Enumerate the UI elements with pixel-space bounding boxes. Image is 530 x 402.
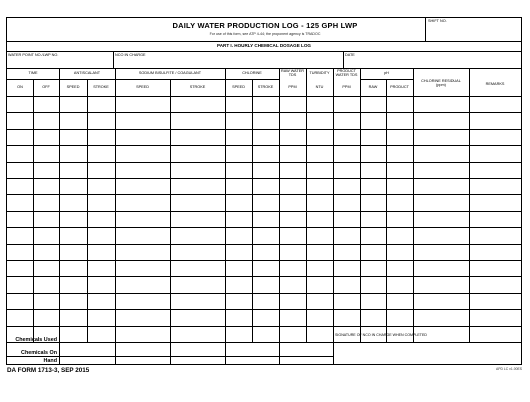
log-cell[interactable]	[171, 310, 224, 324]
log-cell[interactable]	[34, 113, 58, 127]
log-cell[interactable]	[88, 327, 114, 341]
log-cell[interactable]	[60, 261, 86, 275]
log-cell[interactable]	[253, 179, 278, 193]
log-cell[interactable]	[361, 228, 385, 242]
log-cell[interactable]	[116, 130, 169, 144]
header-col-rule	[360, 68, 361, 96]
header-col-rule	[225, 68, 226, 96]
chlorine-residual-header: CHLORINE RESIDUAL (ppm)	[421, 79, 461, 87]
log-cell[interactable]	[470, 113, 520, 127]
log-cell[interactable]	[280, 294, 305, 308]
log-cell[interactable]	[253, 97, 278, 111]
log-cell[interactable]	[387, 245, 412, 259]
log-cell[interactable]	[88, 245, 114, 259]
log-cell[interactable]	[334, 130, 359, 144]
log-cell[interactable]	[226, 146, 251, 160]
log-cell[interactable]	[34, 310, 58, 324]
log-cell[interactable]	[414, 130, 468, 144]
log-cell[interactable]	[88, 261, 114, 275]
log-cell[interactable]	[253, 245, 278, 259]
part-title: PART I. HOURLY CHEMICAL DOSAGE LOG	[216, 43, 311, 48]
rule	[7, 79, 279, 80]
log-cell[interactable]	[387, 97, 412, 111]
log-cell[interactable]	[334, 212, 359, 226]
log-cell[interactable]	[280, 195, 305, 209]
water-point-field[interactable]	[8, 58, 112, 68]
log-cell[interactable]	[34, 228, 58, 242]
water-point-label: WATER POINT NO./LWP NO.	[8, 53, 59, 57]
header-col-rule	[115, 68, 116, 96]
log-cell[interactable]	[88, 277, 114, 291]
log-cell[interactable]	[8, 163, 32, 177]
subheader-col-rule	[252, 79, 253, 96]
antiscalant-header: ANTISCALANT	[73, 71, 101, 75]
log-cell[interactable]	[470, 130, 520, 144]
header-col-rule	[469, 68, 470, 96]
chemicals-on-hand-label: Chemicals On Hand	[21, 350, 57, 364]
header-col-rule	[279, 68, 280, 96]
form-subtitle: For use of this form, see ATP 4-44; the proponent agency is TRADOC	[209, 32, 321, 36]
log-cell[interactable]	[361, 163, 385, 177]
log-cell[interactable]	[116, 228, 169, 242]
log-cell[interactable]	[307, 228, 332, 242]
log-cell[interactable]	[307, 130, 332, 144]
log-cell[interactable]	[253, 310, 278, 324]
log-cell[interactable]	[60, 97, 86, 111]
log-cell[interactable]	[116, 163, 169, 177]
log-cell[interactable]	[60, 310, 86, 324]
log-cell[interactable]	[88, 146, 114, 160]
chemicals-used-label: Chemicals Used	[15, 337, 57, 343]
log-cell[interactable]	[334, 97, 359, 111]
log-cell[interactable]	[334, 179, 359, 193]
anti-speed-subheader: SPEED	[66, 85, 80, 89]
log-cell[interactable]	[414, 294, 468, 308]
log-cell[interactable]	[334, 277, 359, 291]
log-cell[interactable]	[116, 212, 169, 226]
log-cell[interactable]	[361, 245, 385, 259]
signature-field[interactable]	[335, 340, 519, 362]
turbidity-header: TURBIDITY	[309, 71, 330, 75]
log-cell[interactable]	[34, 179, 58, 193]
footer-col-rule	[333, 342, 334, 364]
log-cell[interactable]	[171, 277, 224, 291]
log-cell[interactable]	[334, 146, 359, 160]
log-cell[interactable]	[361, 130, 385, 144]
log-cell[interactable]	[253, 294, 278, 308]
log-cell[interactable]	[116, 97, 169, 111]
subheader-col-rule	[87, 79, 88, 96]
log-cell[interactable]	[8, 113, 32, 127]
log-cell[interactable]	[334, 113, 359, 127]
log-cell[interactable]	[116, 146, 169, 160]
apd-version: APD LC v1.00ES	[495, 367, 522, 371]
rule	[343, 51, 344, 68]
log-cell[interactable]	[334, 195, 359, 209]
log-cell[interactable]	[60, 179, 86, 193]
log-cell[interactable]	[88, 294, 114, 308]
log-cell[interactable]	[171, 195, 224, 209]
log-cell[interactable]	[387, 294, 412, 308]
log-cell[interactable]	[8, 130, 32, 144]
log-cell[interactable]	[253, 163, 278, 177]
log-cell[interactable]	[253, 277, 278, 291]
log-cell[interactable]	[226, 228, 251, 242]
log-cell[interactable]	[307, 163, 332, 177]
log-cell[interactable]	[470, 294, 520, 308]
log-cell[interactable]	[387, 261, 412, 275]
footer-col-rule	[115, 342, 116, 364]
log-cell[interactable]	[280, 146, 305, 160]
log-cell[interactable]	[470, 228, 520, 242]
log-cell[interactable]	[470, 146, 520, 160]
log-cell[interactable]	[116, 179, 169, 193]
log-cell[interactable]	[387, 228, 412, 242]
subheader-col-rule	[170, 79, 171, 96]
header-col-rule	[333, 68, 334, 96]
log-cell[interactable]	[470, 179, 520, 193]
log-cell[interactable]	[60, 245, 86, 259]
log-cell[interactable]	[60, 195, 86, 209]
log-cell[interactable]	[88, 113, 114, 127]
log-cell[interactable]	[387, 212, 412, 226]
log-cell[interactable]	[34, 294, 58, 308]
log-cell[interactable]	[334, 245, 359, 259]
log-cell[interactable]	[34, 261, 58, 275]
nco-field[interactable]	[115, 58, 341, 68]
log-cell[interactable]	[88, 195, 114, 209]
log-cell[interactable]	[387, 113, 412, 127]
log-cell[interactable]	[8, 245, 32, 259]
time-header: TIME	[28, 71, 38, 75]
log-cell[interactable]	[307, 97, 332, 111]
log-cell[interactable]	[171, 228, 224, 242]
log-cell[interactable]	[8, 294, 32, 308]
log-cell[interactable]	[34, 163, 58, 177]
log-cell[interactable]	[414, 97, 468, 111]
date-label: DATE	[345, 53, 355, 57]
log-cell[interactable]	[280, 261, 305, 275]
log-cell[interactable]	[387, 277, 412, 291]
log-cell[interactable]	[116, 261, 169, 275]
log-cell[interactable]	[60, 146, 86, 160]
log-cell[interactable]	[361, 310, 385, 324]
anti-stroke-subheader: STROKE	[93, 85, 109, 89]
log-cell[interactable]	[307, 179, 332, 193]
subheader-col-rule	[386, 79, 387, 96]
log-cell[interactable]	[253, 113, 278, 127]
log-cell[interactable]	[307, 195, 332, 209]
log-cell[interactable]	[334, 261, 359, 275]
log-cell[interactable]	[116, 195, 169, 209]
log-cell[interactable]	[171, 179, 224, 193]
log-cell[interactable]	[361, 146, 385, 160]
log-cell[interactable]	[88, 212, 114, 226]
log-cell[interactable]	[60, 294, 86, 308]
footer-col-rule	[59, 342, 60, 364]
log-cell[interactable]	[280, 163, 305, 177]
log-cell[interactable]	[88, 228, 114, 242]
log-cell[interactable]	[307, 277, 332, 291]
log-cell[interactable]	[280, 310, 305, 324]
log-cell[interactable]	[280, 277, 305, 291]
log-cell[interactable]	[226, 113, 251, 127]
log-cell[interactable]	[34, 277, 58, 291]
log-cell[interactable]	[60, 113, 86, 127]
header-col-rule	[413, 68, 414, 96]
rule	[7, 51, 521, 52]
sodium-header: SODIUM BISULFITE / COAGULANT	[138, 71, 202, 75]
shift-no-label: SHIFT NO.	[428, 19, 447, 23]
log-cell[interactable]	[8, 310, 32, 324]
shift-no-field[interactable]	[428, 24, 520, 40]
log-cell[interactable]	[88, 310, 114, 324]
log-cell[interactable]	[414, 113, 468, 127]
log-cell[interactable]	[253, 327, 278, 341]
log-cell[interactable]	[280, 228, 305, 242]
log-cell[interactable]	[116, 327, 169, 341]
log-cell[interactable]	[307, 245, 332, 259]
log-cell[interactable]	[280, 327, 305, 341]
log-cell[interactable]	[307, 327, 332, 341]
log-cell[interactable]	[60, 327, 86, 341]
log-cell[interactable]	[34, 97, 58, 111]
ppm-subheader: PPM	[288, 85, 297, 89]
log-cell[interactable]	[226, 195, 251, 209]
log-cell[interactable]	[8, 179, 32, 193]
log-cell[interactable]	[116, 294, 169, 308]
log-cell[interactable]	[307, 310, 332, 324]
log-cell[interactable]	[34, 130, 58, 144]
log-cell[interactable]	[60, 163, 86, 177]
form-title: DAILY WATER PRODUCTION LOG - 125 GPH LWP	[172, 21, 358, 30]
log-cell[interactable]	[34, 245, 58, 259]
ntu-subheader: NTU	[315, 85, 324, 89]
log-cell[interactable]	[387, 163, 412, 177]
log-cell[interactable]	[226, 179, 251, 193]
log-cell[interactable]	[116, 277, 169, 291]
log-cell[interactable]	[280, 245, 305, 259]
log-cell[interactable]	[470, 212, 520, 226]
rule	[7, 41, 521, 42]
log-cell[interactable]	[280, 113, 305, 127]
product-tds-header: PRODUCT WATER TDS	[335, 69, 358, 77]
off-subheader: OFF	[42, 85, 50, 89]
log-cell[interactable]	[88, 163, 114, 177]
log-cell[interactable]	[414, 179, 468, 193]
log-cell[interactable]	[470, 163, 520, 177]
log-cell[interactable]	[88, 130, 114, 144]
log-cell[interactable]	[60, 130, 86, 144]
footer-col-rule	[170, 342, 171, 364]
log-cell[interactable]	[470, 245, 520, 259]
log-cell[interactable]	[334, 163, 359, 177]
log-cell[interactable]	[226, 163, 251, 177]
log-cell[interactable]	[226, 277, 251, 291]
log-cell[interactable]	[34, 195, 58, 209]
log-cell[interactable]	[307, 261, 332, 275]
log-cell[interactable]	[280, 97, 305, 111]
log-cell[interactable]	[334, 310, 359, 324]
raw-subheader: RAW	[368, 85, 378, 89]
header-col-rule	[59, 68, 60, 96]
log-cell[interactable]	[34, 212, 58, 226]
subheader-col-rule	[33, 79, 34, 96]
log-cell[interactable]	[470, 261, 520, 275]
chl-speed-subheader: SPEED	[232, 85, 245, 89]
on-subheader: ON	[17, 85, 23, 89]
form-frame	[6, 17, 522, 365]
log-cell[interactable]	[361, 195, 385, 209]
rule	[113, 51, 114, 68]
log-cell[interactable]	[361, 277, 385, 291]
log-cell[interactable]	[116, 245, 169, 259]
log-cell[interactable]	[414, 228, 468, 242]
nco-label: NCO IN CHARGE	[115, 53, 146, 57]
log-cell[interactable]	[171, 245, 224, 259]
log-cell[interactable]	[8, 212, 32, 226]
footer-col-rule	[279, 342, 280, 364]
log-cell[interactable]	[171, 261, 224, 275]
log-cell[interactable]	[253, 130, 278, 144]
log-cell[interactable]	[280, 212, 305, 226]
log-cell[interactable]	[171, 294, 224, 308]
log-cell[interactable]	[226, 310, 251, 324]
log-cell[interactable]	[334, 228, 359, 242]
ph-header: pH	[384, 71, 389, 75]
log-cell[interactable]	[307, 294, 332, 308]
log-cell[interactable]	[280, 130, 305, 144]
log-cell[interactable]	[414, 310, 468, 324]
log-cell[interactable]	[414, 245, 468, 259]
log-cell[interactable]	[470, 195, 520, 209]
log-cell[interactable]	[470, 310, 520, 324]
sod-stroke-subheader: STROKE	[189, 85, 206, 89]
product-subheader: PRODUCT	[390, 85, 409, 89]
log-cell[interactable]	[60, 277, 86, 291]
log-cell[interactable]	[88, 97, 114, 111]
ppm2-subheader: PPM	[342, 85, 351, 89]
log-cell[interactable]	[334, 294, 359, 308]
log-cell[interactable]	[361, 212, 385, 226]
log-cell[interactable]	[171, 212, 224, 226]
log-cell[interactable]	[387, 146, 412, 160]
log-cell[interactable]	[253, 195, 278, 209]
log-cell[interactable]	[470, 327, 520, 341]
log-cell[interactable]	[387, 310, 412, 324]
log-cell[interactable]	[60, 212, 86, 226]
log-cell[interactable]	[470, 97, 520, 111]
log-cell[interactable]	[414, 277, 468, 291]
remarks-header: REMARKS	[485, 82, 505, 86]
chl-stroke-subheader: STROKE	[257, 85, 274, 89]
shift-divider	[425, 18, 426, 41]
log-cell[interactable]	[171, 327, 224, 341]
log-cell[interactable]	[226, 327, 251, 341]
log-cell[interactable]	[226, 261, 251, 275]
log-cell[interactable]	[226, 97, 251, 111]
log-cell[interactable]	[361, 261, 385, 275]
log-cell[interactable]	[253, 228, 278, 242]
log-cell[interactable]	[8, 277, 32, 291]
log-cell[interactable]	[307, 113, 332, 127]
log-cell[interactable]	[361, 97, 385, 111]
log-cell[interactable]	[8, 146, 32, 160]
log-cell[interactable]	[34, 146, 58, 160]
date-field[interactable]	[345, 58, 519, 68]
footer-col-rule	[225, 342, 226, 364]
log-cell[interactable]	[387, 130, 412, 144]
header-col-rule	[306, 68, 307, 96]
log-cell[interactable]	[414, 163, 468, 177]
raw-water-tds-header: RAW WATER TDS	[280, 69, 305, 77]
log-cell[interactable]	[307, 212, 332, 226]
form-id: DA FORM 1713-3, SEP 2015	[7, 367, 90, 374]
log-cell[interactable]	[414, 261, 468, 275]
log-cell[interactable]	[361, 113, 385, 127]
log-cell[interactable]	[387, 179, 412, 193]
log-cell[interactable]	[8, 195, 32, 209]
log-cell[interactable]	[307, 146, 332, 160]
log-cell[interactable]	[226, 294, 251, 308]
log-cell[interactable]	[226, 212, 251, 226]
log-cell[interactable]	[226, 130, 251, 144]
log-cell[interactable]	[361, 179, 385, 193]
log-cell[interactable]	[387, 195, 412, 209]
log-cell[interactable]	[253, 261, 278, 275]
log-cell[interactable]	[414, 212, 468, 226]
sod-speed-subheader: SPEED	[136, 85, 149, 89]
log-cell[interactable]	[60, 228, 86, 242]
log-cell[interactable]	[8, 228, 32, 242]
chlorine-header: CHLORINE	[242, 71, 262, 75]
rule	[7, 68, 521, 69]
log-cell[interactable]	[116, 113, 169, 127]
log-cell[interactable]	[8, 261, 32, 275]
log-cell[interactable]	[116, 310, 169, 324]
signature-label: SIGNATURE OF NCO IN CHARGE WHEN COMPLETED	[335, 333, 427, 337]
log-cell[interactable]	[171, 97, 224, 111]
log-cell[interactable]	[470, 277, 520, 291]
log-cell[interactable]	[253, 146, 278, 160]
log-cell[interactable]	[171, 163, 224, 177]
log-cell[interactable]	[226, 245, 251, 259]
log-cell[interactable]	[361, 294, 385, 308]
log-cell[interactable]	[414, 195, 468, 209]
log-cell[interactable]	[171, 113, 224, 127]
log-cell[interactable]	[88, 179, 114, 193]
log-cell[interactable]	[171, 130, 224, 144]
log-cell[interactable]	[414, 146, 468, 160]
log-cell[interactable]	[280, 179, 305, 193]
log-cell[interactable]	[8, 97, 32, 111]
log-cell[interactable]	[171, 146, 224, 160]
log-cell[interactable]	[253, 212, 278, 226]
